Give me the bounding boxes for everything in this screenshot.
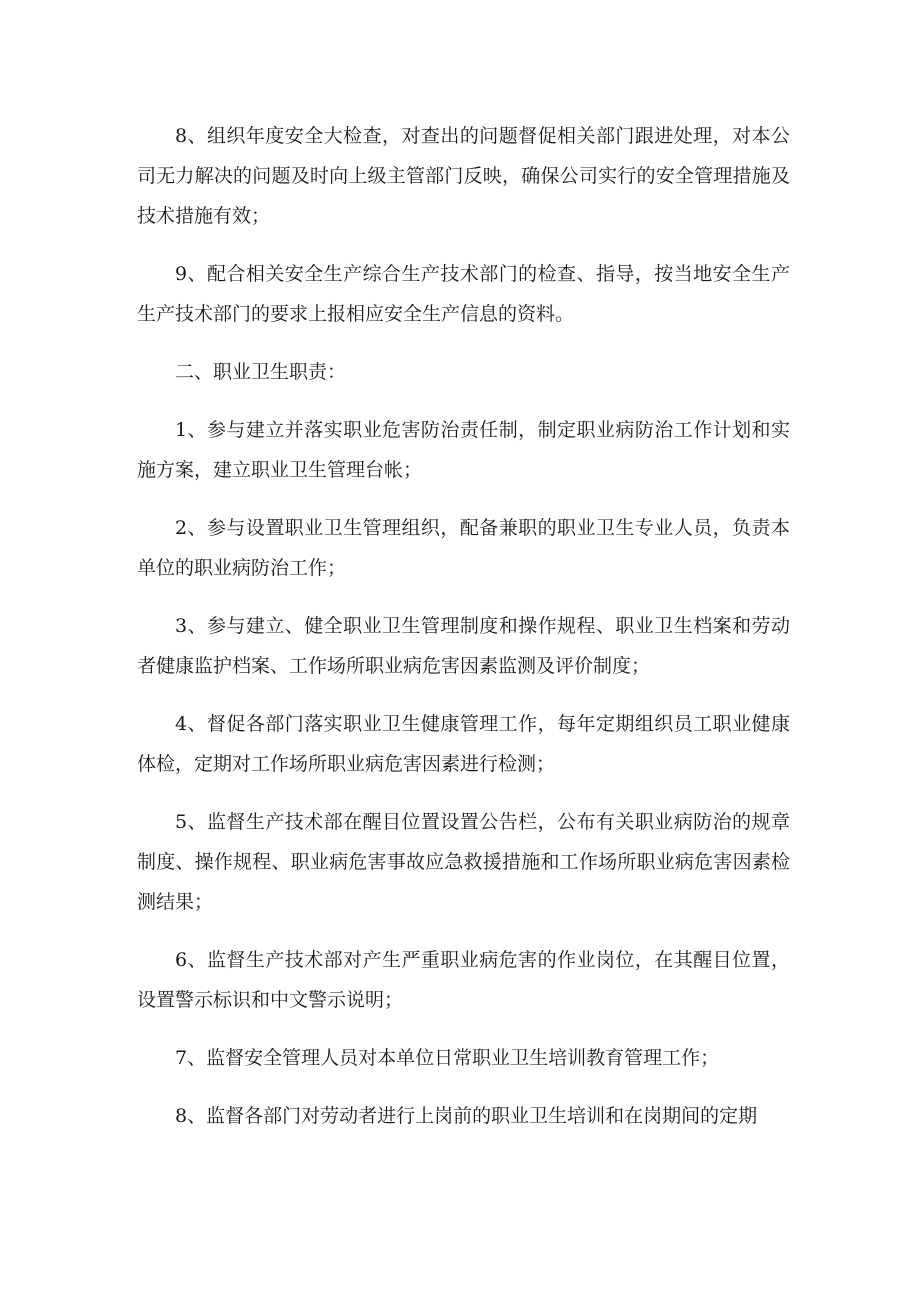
paragraph-item-8-pre-job-training: 8、监督各部门对劳动者进行上岗前的职业卫生培训和在岗期间的定期 — [175, 1105, 758, 1127]
paragraph-item-1-responsibility-system: 1、参与建立并落实职业危害防治责任制，制定职业病防治工作计划和实施方案，建立职业卫生管理台帐； — [137, 419, 790, 481]
paragraph-item-5-bulletin-board: 5、监督生产技术部在醒目位置设置公告栏，公布有关职业病防治的规章制度、操作规程、职业病危害事故应急救援措施和工作场所职业病危害因素检测结果； — [137, 811, 790, 913]
document-body — [137, 116, 790, 1154]
paragraph-item-9-cooperate-inspection: 9、配合相关安全生产综合生产技术部门的检查、指导，按当地安全生产生产技术部门的要求上报相应安全生产信息的资料。 — [137, 263, 790, 325]
paragraph-item-8-safety-inspection: 8、组织年度安全大检查，对查出的问题督促相关部门跟进处理，对本公司无力解决的问题及时向上级主管部门反映，确保公司实行的安全管理措施及技术措施有效； — [137, 125, 790, 227]
paragraph-item-6-warning-signs: 6、监督生产技术部对产生严重职业病危害的作业岗位，在其醒目位置，设置警示标识和中文警示说明； — [137, 949, 790, 1011]
paragraph-item-2-management-organization: 2、参与设置职业卫生管理组织，配备兼职的职业卫生专业人员，负责本单位的职业病防治工作； — [137, 517, 790, 579]
paragraph-item-7-training-supervision: 7、监督安全管理人员对本单位日常职业卫生培训教育管理工作； — [175, 1047, 720, 1069]
paragraph-item-3-management-rules: 3、参与建立、健全职业卫生管理制度和操作规程、职业卫生档案和劳动者健康监护档案、工作场所职业病危害因素监测及评价制度； — [137, 615, 790, 677]
section-heading-occupational-health: 二、职业卫生职责： — [175, 361, 347, 383]
paragraph-item-4-health-checkup: 4、督促各部门落实职业卫生健康管理工作，每年定期组织员工职业健康体检，定期对工作场所职业病危害因素进行检测； — [137, 713, 790, 775]
